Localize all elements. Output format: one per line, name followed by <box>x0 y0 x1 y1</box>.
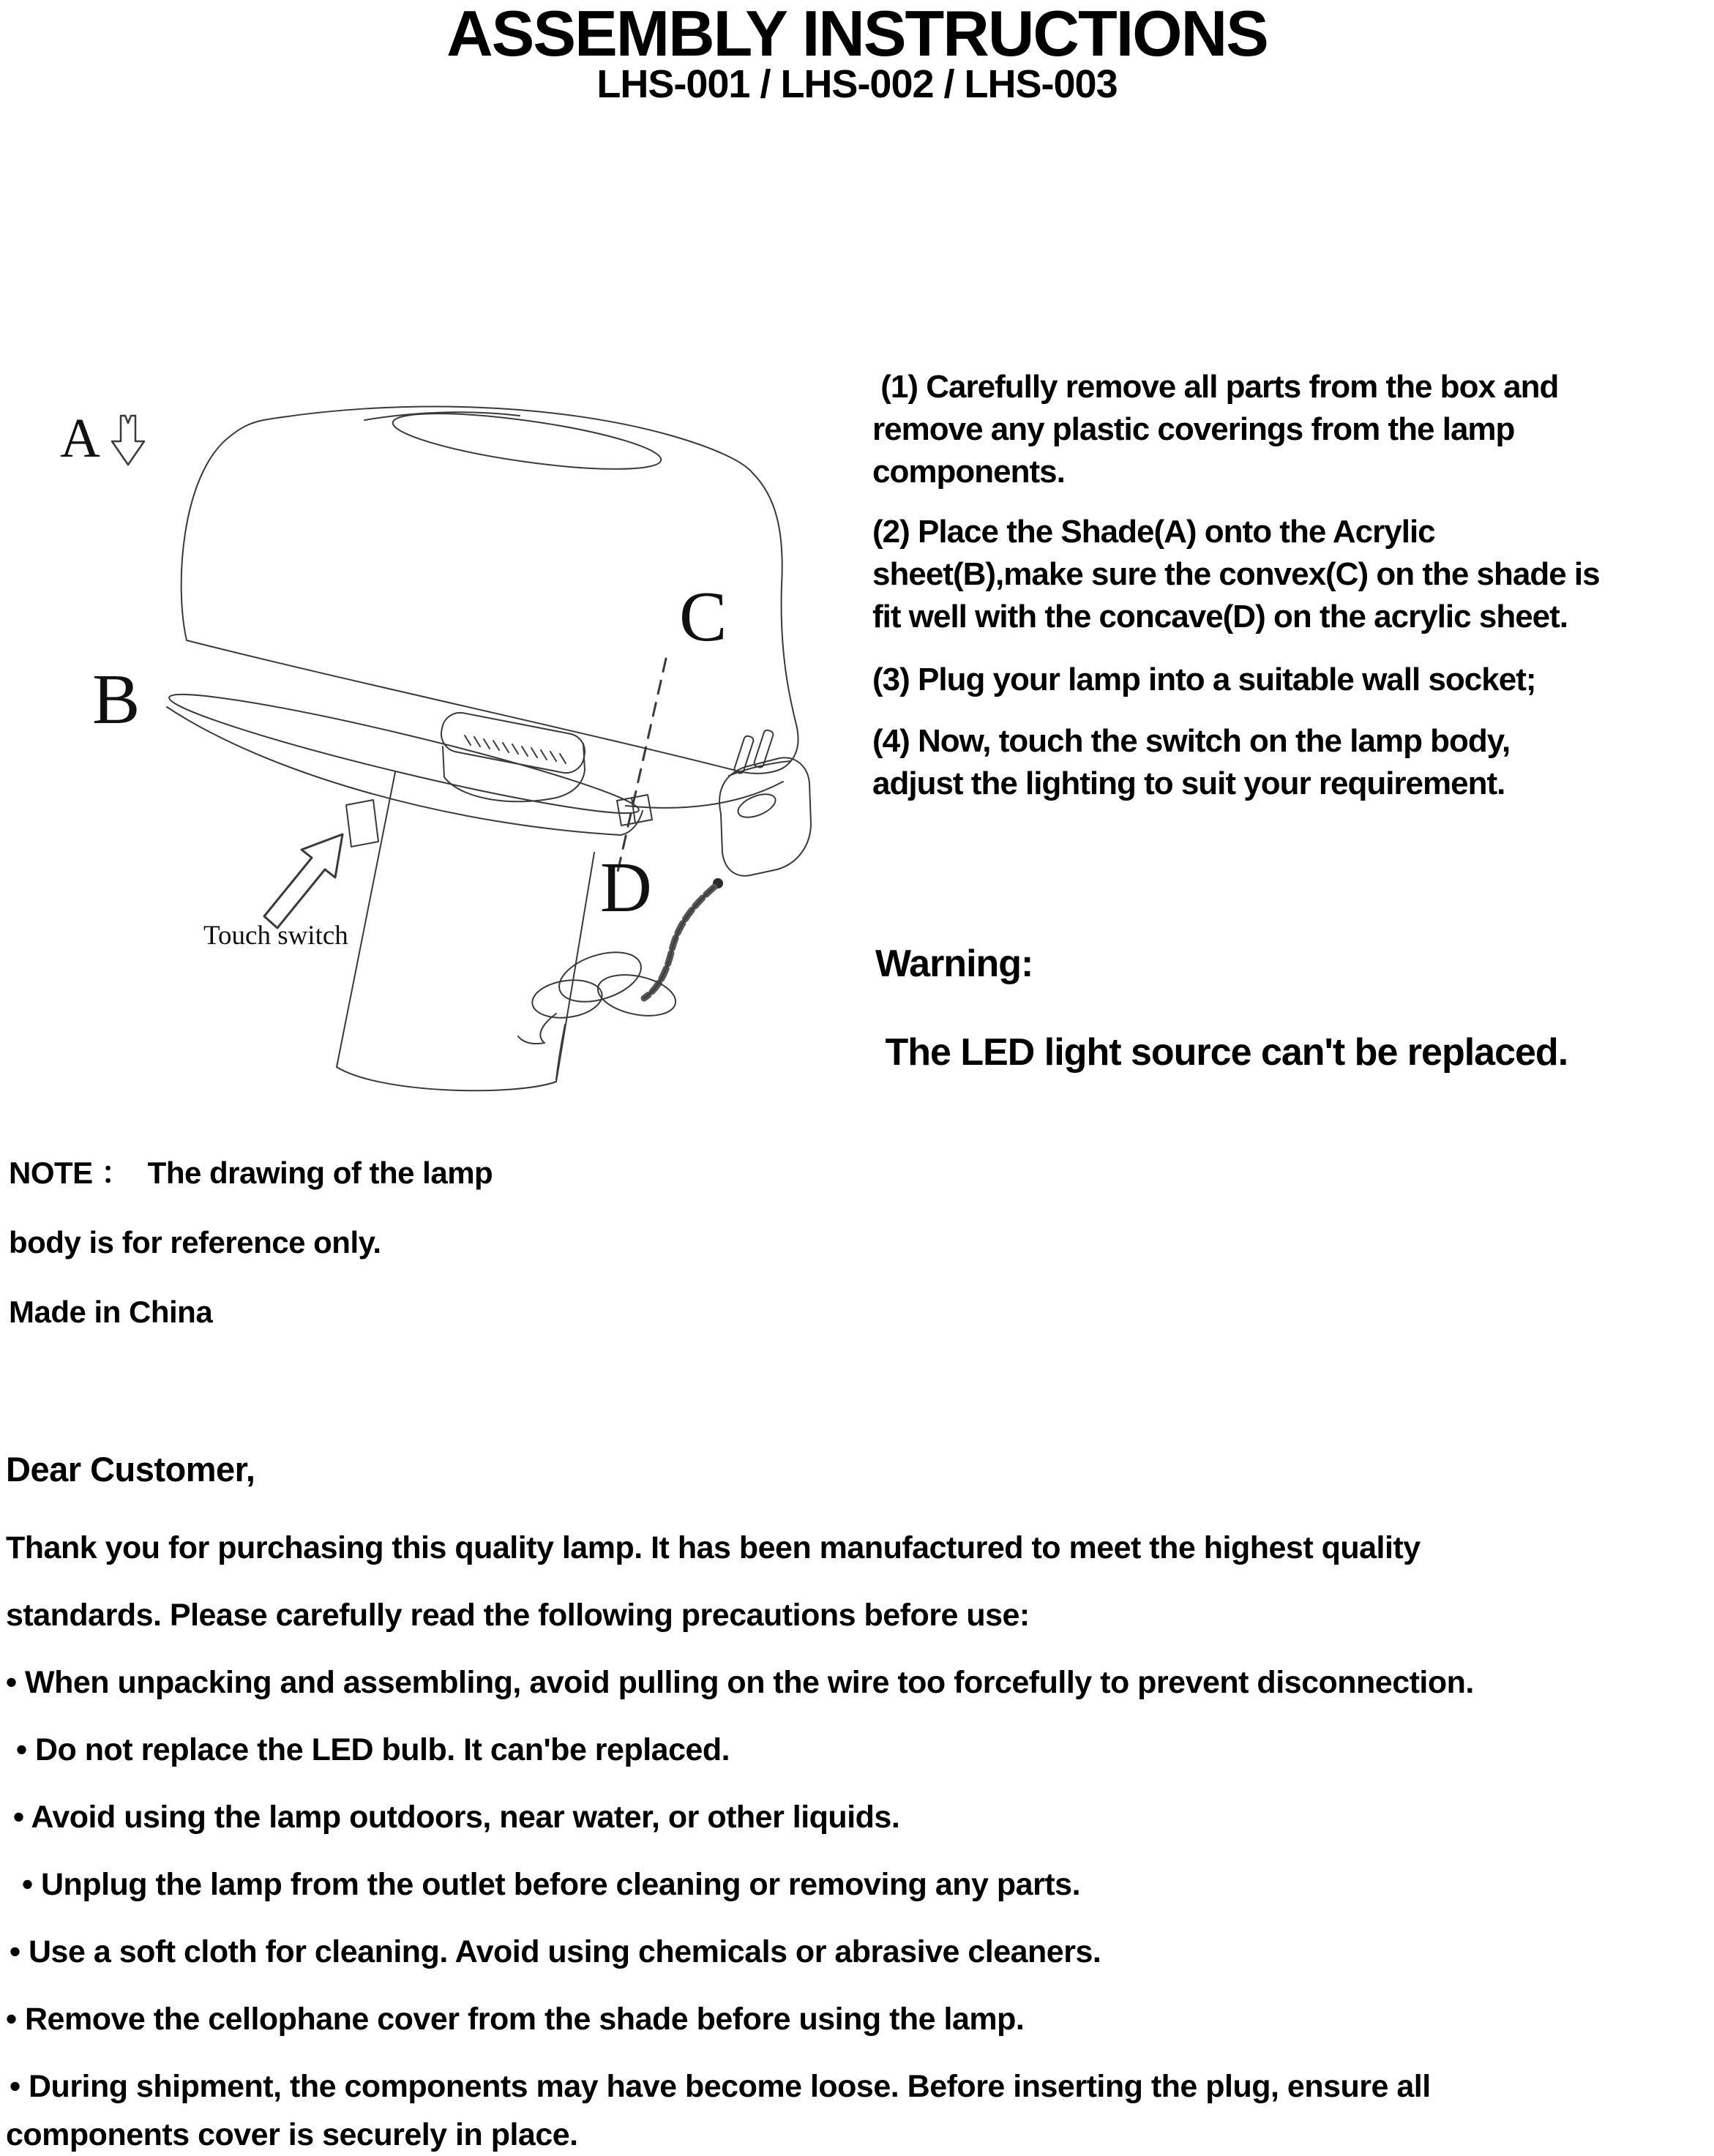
warning-text: The LED light source can't be replaced. <box>875 1031 1568 1074</box>
label-convex-c: C <box>679 577 727 656</box>
coiled-wire <box>518 943 679 1079</box>
step-line: remove any plastic coverings from the lamp <box>872 411 1515 447</box>
note-block <box>9 1155 493 1330</box>
touch-switch-area <box>346 800 378 847</box>
alignment-dashed-line <box>616 659 666 878</box>
step-line: (1) Carefully remove all parts from the box and <box>872 369 1559 405</box>
bullet-item: • Remove the cellophane cover from the shade before using the lamp. <box>6 2002 1025 2037</box>
step-line: adjust the lighting to suit your requirement. <box>872 766 1505 801</box>
bullet-item: • Unplug the lamp from the outlet before cleaning or removing any parts. <box>22 1867 1081 1902</box>
label-sheet-b: B <box>92 660 141 739</box>
convex-disk-hatching <box>465 735 566 763</box>
step-line: (3) Plug your lamp into a suitable wall socket; <box>872 662 1536 697</box>
convex-disk-top <box>438 710 588 776</box>
note-line: NOTE ： The drawing of the lamp <box>9 1156 493 1190</box>
lamp-assembly-diagram <box>44 366 849 1098</box>
acrylic-sheet-edge <box>167 707 643 835</box>
bullet-item: • Avoid using the lamp outdoors, near water, or other liquids. <box>13 1800 900 1835</box>
lamp-body-left-edge <box>337 772 395 1067</box>
step-line: (2) Place the Shade(A) onto the Acrylic <box>872 514 1435 550</box>
step-line: sheet(B),make sure the convex(C) on the shade is <box>872 556 1600 592</box>
bullet-item: • Do not replace the LED bulb. It can'be replaced. <box>16 1732 730 1767</box>
bullet-continuation: components cover is securely in place. <box>6 2117 578 2152</box>
made-in-china: Made in China <box>9 1295 213 1329</box>
lamp-body-bottom <box>337 1067 556 1090</box>
acrylic-sheet-top <box>165 679 643 829</box>
note-line: body is for reference only. <box>9 1225 381 1259</box>
shade-top-opening <box>390 403 664 481</box>
step-line: components. <box>872 454 1065 490</box>
bullet-item: • Use a soft cloth for cleaning. Avoid using chemicals or abrasive cleaners. <box>10 1934 1101 1969</box>
salutation: Dear Customer, <box>6 1450 255 1489</box>
label-shade-a: A <box>60 408 100 469</box>
assembly-steps <box>872 366 1710 805</box>
lamp-body-right-edge <box>556 853 594 1082</box>
intro-line: Thank you for purchasing this quality lamp. It has been manufactured to meet the highest quality <box>6 1530 1421 1565</box>
bullet-item: • During shipment, the components may have become loose. Before inserting the plug, ensure all <box>10 2069 1431 2104</box>
touch-switch-label: Touch switch <box>203 921 348 951</box>
model-numbers: LHS-001 / LHS-002 / LHS-003 <box>596 62 1118 106</box>
down-arrow-icon <box>112 416 144 465</box>
bullet-item: • When unpacking and assembling, avoid pulling on the wire too forcefully to prevent disconnection. <box>6 1665 1474 1700</box>
label-concave-d: D <box>600 848 652 927</box>
step-line: (4) Now, touch the switch on the lamp body, <box>872 723 1511 759</box>
touch-switch-arrow-icon <box>264 834 343 928</box>
customer-precautions <box>6 1448 1714 2155</box>
warning-heading: Warning: <box>875 943 1033 985</box>
intro-line: standards. Please carefully read the following precautions before use: <box>6 1598 1030 1633</box>
step-line: fit well with the concave(D) on the acrylic sheet. <box>872 599 1568 635</box>
page-title: ASSEMBLY INSTRUCTIONS <box>446 0 1268 70</box>
